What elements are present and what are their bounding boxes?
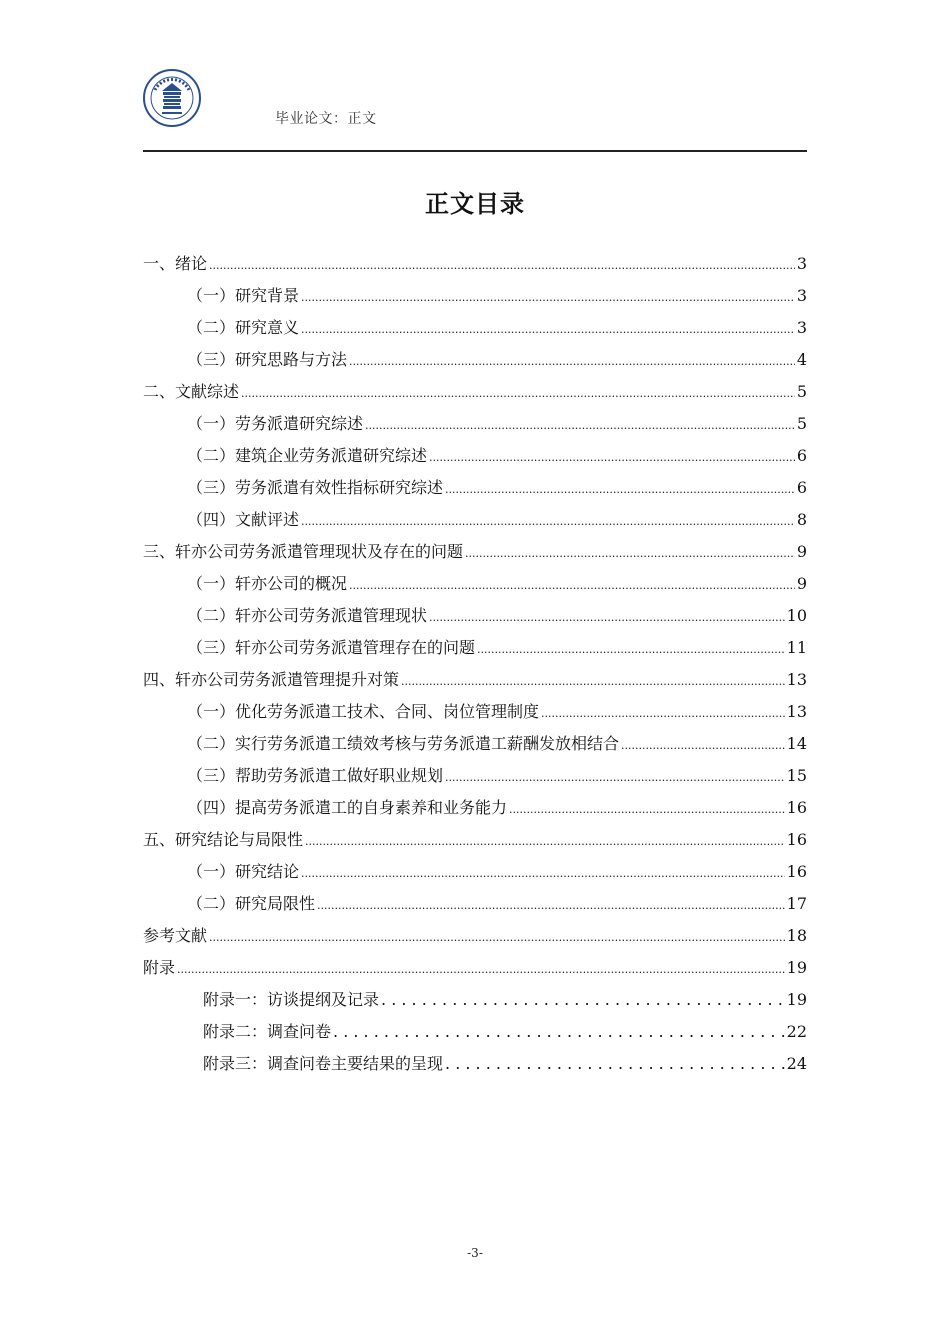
toc-entry-page: 3 (796, 254, 807, 273)
toc-dot-leader (401, 664, 785, 698)
toc-entry-page: 16 (786, 798, 807, 817)
running-header: 毕业论文：正文 (275, 111, 377, 127)
toc-entry-label: （三）劳务派遣有效性指标研究综述 (187, 478, 444, 497)
toc-dot-leader (621, 728, 785, 762)
toc-entry-label: （三）轩亦公司劳务派遣管理存在的问题 (187, 638, 476, 657)
toc-entry-page: 11 (786, 638, 807, 657)
toc-dot-leader (301, 312, 795, 346)
toc-entry[interactable] (143, 376, 807, 408)
toc-entry-label: （二）实行劳务派遣工绩效考核与劳务派遣工薪酬发放相结合 (187, 734, 620, 753)
toc-dot-leader (305, 824, 785, 858)
toc-entry-page: 16 (786, 862, 807, 881)
toc-entry-label: （一）轩亦公司的概况 (187, 574, 348, 593)
toc-entry-label: （四）提高劳务派遣工的自身素养和业务能力 (187, 798, 508, 817)
toc-entry[interactable] (143, 440, 807, 472)
toc-entry[interactable] (143, 504, 807, 536)
toc-entry-page: 17 (786, 894, 807, 913)
toc-entry-page: 3 (796, 318, 807, 337)
toc-entry[interactable] (143, 472, 807, 504)
toc-entry-label: 附录三：调查问卷主要结果的呈现 (203, 1054, 444, 1073)
toc-entry-label: （一）优化劳务派遣工技术、合同、岗位管理制度 (187, 702, 540, 721)
toc-entry-label: 附录一：访谈提纲及记录 (203, 990, 380, 1009)
toc-dot-leader (301, 856, 785, 890)
toc-dot-leader (301, 280, 795, 314)
toc-entry-page: 4 (796, 350, 807, 369)
toc-entry-page: 24 (786, 1054, 807, 1073)
toc-entry-page: 13 (786, 670, 807, 689)
toc-entry-label: 四、轩亦公司劳务派遣管理提升对策 (143, 670, 400, 689)
toc-entry-label: 参考文献 (143, 926, 208, 945)
toc-entry[interactable] (143, 344, 807, 376)
toc-dot-leader (465, 536, 795, 570)
toc-dot-leader (477, 632, 785, 666)
toc-dot-leader (317, 888, 785, 922)
toc-entry-label: （二）研究意义 (187, 318, 300, 337)
toc-entry-label: 五、研究结论与局限性 (143, 830, 304, 849)
toc-entry-page: 13 (786, 702, 807, 721)
toc-entry[interactable] (143, 248, 807, 280)
toc-dot-leader (381, 984, 785, 1016)
toc-entry-label: 一、绪论 (143, 254, 208, 273)
toc-dot-leader (445, 1048, 785, 1080)
toc-entry-label: 三、轩亦公司劳务派遣管理现状及存在的问题 (143, 542, 464, 561)
toc-entry-label: （三）研究思路与方法 (187, 350, 348, 369)
toc-entry-page: 10 (786, 606, 807, 625)
toc-entry-page: 5 (796, 382, 807, 401)
toc-entry[interactable] (143, 760, 807, 792)
toc-dot-leader (241, 376, 795, 410)
toc-dot-leader (509, 792, 785, 826)
toc-entry[interactable] (143, 280, 807, 312)
toc-dot-leader (445, 760, 785, 794)
toc-entry-page: 16 (786, 830, 807, 849)
toc-entry-label: （二）轩亦公司劳务派遣管理现状 (187, 606, 428, 625)
toc-entry[interactable] (143, 888, 807, 920)
toc-dot-leader (541, 696, 785, 730)
toc-entry-page: 15 (786, 766, 807, 785)
toc-dot-leader (349, 344, 795, 378)
toc-entry-label: （二）研究局限性 (187, 894, 316, 913)
toc-entry[interactable] (143, 408, 807, 440)
toc-entry-page: 8 (796, 510, 807, 529)
toc-dot-leader (429, 600, 785, 634)
toc-entry-page: 18 (786, 926, 807, 945)
toc-entry-label: 二、文献综述 (143, 382, 240, 401)
toc-entry[interactable] (143, 984, 807, 1016)
toc-entry-label: （四）文献评述 (187, 510, 300, 529)
header-divider (143, 150, 807, 152)
toc-entry-label: （三）帮助劳务派遣工做好职业规划 (187, 766, 444, 785)
table-of-contents (143, 248, 807, 1080)
toc-entry[interactable] (143, 696, 807, 728)
toc-entry-label: （一）研究结论 (187, 862, 300, 881)
toc-entry[interactable] (143, 824, 807, 856)
toc-entry[interactable] (143, 856, 807, 888)
toc-dot-leader (177, 952, 785, 986)
toc-dot-leader (209, 920, 785, 954)
toc-entry[interactable] (143, 792, 807, 824)
toc-entry[interactable] (143, 536, 807, 568)
toc-dot-leader (209, 248, 795, 282)
toc-dot-leader (333, 1016, 785, 1048)
toc-dot-leader (349, 568, 795, 602)
toc-entry-page: 19 (786, 958, 807, 977)
university-seal-logo (142, 68, 202, 128)
toc-entry[interactable] (143, 920, 807, 952)
toc-entry[interactable] (143, 600, 807, 632)
toc-entry-page: 6 (796, 478, 807, 497)
toc-entry-label: （一）劳务派遣研究综述 (187, 414, 364, 433)
toc-entry[interactable] (143, 1016, 807, 1048)
page-number: -3- (467, 1246, 483, 1260)
toc-entry-page: 14 (786, 734, 807, 753)
toc-entry-label: （一）研究背景 (187, 286, 300, 305)
toc-entry[interactable] (143, 568, 807, 600)
toc-entry[interactable] (143, 312, 807, 344)
toc-dot-leader (429, 440, 795, 474)
toc-entry-page: 9 (796, 542, 807, 561)
toc-entry[interactable] (143, 728, 807, 760)
toc-entry-page: 3 (796, 286, 807, 305)
toc-entry-page: 22 (786, 1022, 807, 1041)
toc-entry-page: 9 (796, 574, 807, 593)
toc-dot-leader (445, 472, 795, 506)
page-title: 正文目录 (425, 190, 525, 218)
toc-entry-label: 附录二：调查问卷 (203, 1022, 332, 1041)
toc-entry[interactable] (143, 664, 807, 696)
toc-dot-leader (301, 504, 795, 538)
toc-entry-page: 6 (796, 446, 807, 465)
toc-entry-page: 19 (786, 990, 807, 1009)
toc-entry-label: 附录 (143, 958, 176, 977)
toc-entry[interactable] (143, 952, 807, 984)
toc-entry[interactable] (143, 1048, 807, 1080)
toc-entry-page: 5 (796, 414, 807, 433)
toc-dot-leader (365, 408, 795, 442)
toc-entry[interactable] (143, 632, 807, 664)
toc-entry-label: （二）建筑企业劳务派遣研究综述 (187, 446, 428, 465)
